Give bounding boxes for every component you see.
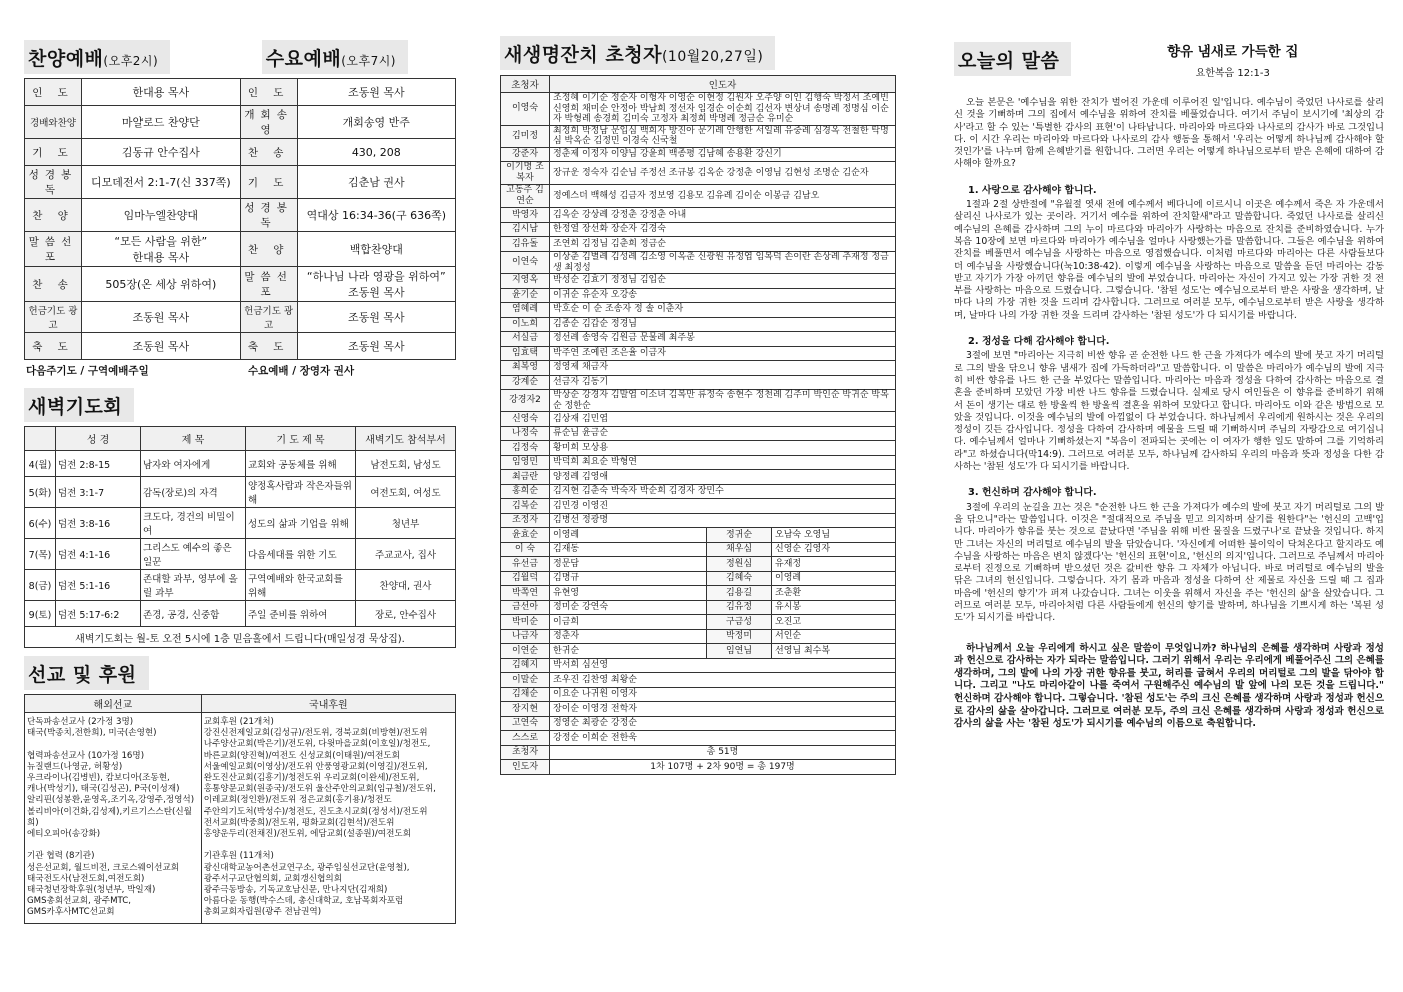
guest-names: 최정희 박정남 문입심 백희자 방진아 문기례 안행한 서일례 유중례 심경옥 전철한 탁명심 박옥순 김정민 이경숙 신국철 [550,125,896,147]
dawn-row [25,508,456,539]
inviter-name: 김정숙 [501,441,550,456]
guest-row [501,484,896,499]
guest-names: 조춘환 [772,586,896,601]
guest-names: 정영제 채금자 [550,361,896,376]
wednesday-item-label: 성경봉독 [240,199,297,232]
guest-row [501,162,896,185]
dawn-prayer-topic: 성도의 삶과 기업을 위해 [246,508,356,539]
dawn-dept: 청년부 [356,508,456,539]
sermon-point-3: 3. 헌신하며 감사해야 합니다. [968,487,1097,499]
guest-row [501,361,896,376]
sermon-body [954,97,1384,731]
guest-names: 김민경 이영진 [550,499,896,514]
inviter-name: 박쪽연 [501,586,550,601]
guest-row-split [501,600,896,615]
guest-names: 한귀순 [550,644,707,659]
wednesday-item-label: 인 도 [240,79,297,106]
dawn-header: 기 도 제 목 [246,427,356,451]
wednesday-item-value: 백합찬양대 [297,232,455,267]
inviter-name: 이기명 조복자 [501,162,550,185]
guest-names: 정예스더 백해성 김금자 정보영 김용모 김유례 김이순 이봉금 김남오 [550,185,896,208]
dawn-topic: 크도다, 경건의 비밀이여 [141,508,246,539]
guest-row [501,237,896,252]
inviter-name: 구금성 [707,615,772,630]
guest-row [501,455,896,470]
guest-row [501,251,896,273]
wednesday-item-label: 개회송영 [240,106,297,139]
dawn-day: 6(수) [25,508,56,539]
dawn-bible: 덤전 3:1-7 [56,477,141,508]
inviter-name: 박영자 [501,208,550,223]
inviter-name: 김유돌 [501,237,550,252]
guest-names: 정춘자 [550,629,707,644]
worship-row [25,232,456,267]
wednesday-worship-banner: 수요예배(오후7시) [262,40,408,74]
sunday-item-label: 축 도 [25,333,82,360]
inviter-name: 이연순 [501,644,550,659]
inviter-name: 김혜지 [501,658,550,673]
worship-column [24,40,456,924]
dawn-row [25,451,456,477]
guest-names: 강정순 이희순 전한욱 [550,731,896,746]
total-value: 총 51명 [550,745,896,760]
guest-names: 조연희 김정님 김춘희 정금순 [550,237,896,252]
total-value: 1차 107명 + 2차 90명 = 총 197명 [550,760,896,775]
guest-banner: 새생명잔치 초청자(10월20,27일) [500,36,775,70]
worship-row [25,333,456,360]
guest-names: 이영례 [772,571,896,586]
inviter-name: 임효택 [501,346,550,361]
guest-names: 이금희 [550,615,707,630]
sunday-item-value: 한대용 목사 [82,79,241,106]
inviter-name: 서실금 [501,332,550,347]
sermon-banner: 오늘의 말씀 [954,42,1071,76]
inviter-name: 강계순 [501,375,550,390]
dawn-note: 새벽기도회는 월-토 오전 5시에 1층 믿음홀에서 드립니다(매일성경 묵상집). [25,627,456,648]
guest-names: 조우진 김찬영 최왕순 [550,673,896,688]
guest-names: 이영례 [550,528,707,543]
guest-row [501,208,896,223]
guest-names: 선금자 김동기 [550,375,896,390]
guest-names: 류순님 윤금순 [550,426,896,441]
sunday-item-label: 찬 송 [25,267,82,302]
sermon-point-1-text: 1절과 2절 상반절에 "유월절 엿새 전에 예수께서 베다니에 이르시니 이곳은 예수께서 죽은 자 가운데서 살리신 나사로가 있는 곳이라. 거기서 예수를 위하여 잔치할새"라고 말씀합니다. 죽었던 나사로를 살리신 예수님의 은혜를 감사하며 그의 누이 마르다와 마리아가 사랑하는 마음으로 잔치를 준비하였습니다. 누가복음 10장에 보면 마르다와 마리아가 예수님을 얼마나 사랑했는가를 말씀합니다. 그들은 예수님을 위하여 잔치를 베풀면서 예수님을 사랑하는 마음으로 영접했습니다. 이처럼 마르다와 마리아는 다른 사람들보다 더 예수님을 사랑했습니다(눅10:38-42). 이렇게 예수님을 사랑하는 마음으로 말씀을 듣던 마리아는 감동받고 자기가 가장 아끼던 향유를 예수님의 발에 부었습니다. 마리아는 자신이 가지고 있는 가장 귀한 것 전부를 사랑하는 마음으로 드렸습니다. 그렇습니다. '참된 성도'는 예수님으로부터 받은 사랑을 생각하며, 날마다 나의 가장 귀한 것을 드리며 감사합니다. 그러므로 여러분 모두, 예수님으로부터 받은 사랑을 생각하며, 날마다 나의 가장 귀한 것을 드리며 감사하는 '참된 성도'가 다 되시기를 바랍니다. [954,199,1384,321]
sunday-sermon-title: “모든 사람을 위한” [114,235,208,248]
guest-row [501,716,896,731]
wednesday-item-value: 430, 208 [297,139,455,166]
guest-names: 김재동 [550,542,707,557]
guest-names: 유재정 [772,557,896,572]
inviter-name: 이영숙 [501,93,550,126]
dawn-day: 7(목) [25,539,56,570]
guest-row [501,303,896,318]
dawn-row [25,601,456,627]
dawn-bible: 덤전 3:8-16 [56,508,141,539]
inviter-name: 강경자2 [501,390,550,412]
wednesday-item-label: 축 도 [240,333,297,360]
inviter-name: 박미순 [501,615,550,630]
wednesday-sermon-title: “하나님 나라 영광을 위하여” [306,270,446,283]
guest-names: 박덕희 최요순 박형연 [550,455,896,470]
total-label: 인도자 [501,760,550,775]
inviter-name: 임연님 [707,644,772,659]
inviter-name: 김용길 [707,586,772,601]
inviter-name: 박정미 [707,629,772,644]
dawn-topic: 존대할 과부, 영부에 올릴 과부 [141,570,246,601]
sunday-item-label: 기 도 [25,139,82,166]
inviter-name: 지영옥 [501,274,550,289]
inviter-name: 나정숙 [501,426,550,441]
next-week-line: 다음주기도 / 구역예배주일 수요예배 / 장영자 권사 [26,365,355,377]
worship-row [25,79,456,106]
guest-names: 유시봉 [772,600,896,615]
dawn-dept: 장로, 안수집사 [356,601,456,627]
guest-names: 정춘제 이정자 이양님 강윤희 백종평 김남혜 송용환 강신기 [550,147,896,162]
guest-names: 김종순 김갑순 정경님 [550,317,896,332]
inviter-name: 정귀순 [707,528,772,543]
sunday-item-value: 김동규 안수집사 [82,139,241,166]
guest-row [501,317,896,332]
inviter-name: 임영민 [501,455,550,470]
guest-names: 김병선 정광명 [550,513,896,528]
guest-names: 김지현 김춘숙 박숙자 박순희 김경자 장민수 [550,484,896,499]
sunday-item-label: 성경봉독 [25,166,82,199]
dawn-prayer-table [24,426,456,648]
inviter-name: 조정자 [501,513,550,528]
guest-names: 서인순 [772,629,896,644]
sermon-intro: 오늘 본문은 '예수님을 위한 잔치가 벌어진 가운데 이루어진 일'입니다. 예수님이 죽었던 나사로를 살리신 것을 기뻐하며 그의 집에서 예수님을 위하여 잔치를 베풀었습니다. 여기서 주님이 보시기에 '최상의 감사'라고 할 수 있는 '특별한 감사의 표현'이 나타납니다. 마리아와 마르다와 나사로의 감사가 바로 그것입니다. 이 시간 우리는 마리아와 마르다와 나사로의 감사 행동을 통해서 '우리는 어떻게 하나님께 감사해야 할 것인가'를 나누며 함께 은혜받기를 원합니다. 그러면 우리는 어떻게 하나님으로부터 받은 은혜에 대하여 감사해야 할까요? [954,97,1384,170]
guest-row [501,426,896,441]
worship-row [25,302,456,333]
sunday-item-label: 말씀선포 [25,232,82,267]
worship-order-table [24,78,456,360]
guest-names: 박호순 이 순 조송자 정 솔 이춘자 [550,303,896,318]
inviter-name: 김월덕 [501,571,550,586]
dawn-topic: 남자와 여자에게 [141,451,246,477]
inviter-name: 김미정 [501,125,550,147]
dawn-header: 성 경 [56,427,141,451]
inviter-name: 윤효순 [501,528,550,543]
guest-names: 이상춘 김별례 김성례 김소영 이옥춘 신광원 유정엽 임복덕 손이란 손상례 추재정 정금생 최정성 [550,251,896,273]
overseas-list: 단독파송선교사 (2가정 3명) 태국(박종치,전한희), 미국(손영현) 협력파송선교사 (10가정 16명) 뉴질랜드(나영균, 허황성) 우크라이나(김병빈), 캄보디아(조동현, 캐나(박성기), 태국(김성곤), P국(이성재) 알리핀(성봉환,윤영옥,조기옥,강영주,정영석) 볼리비아(이건화,김성제),키르기스스탄(신월희) 에티오피아(송강화) 기관 협력 (8기관) 성은선교회, 월드비전, 크로스웨이선교회 태국전도사(남전도회,여전도회) 태국청년장학후원(청년부, 박일재) GMS총회선교회, 광주MTC, GMS카후사MTC선교회 [25,713,202,924]
guest-names: 김옥순 강상례 강정춘 강정춘 아내 [550,208,896,223]
guest-names: 김명규 [550,571,707,586]
worship-row [25,267,456,302]
dawn-dept: 여전도회, 여성도 [356,477,456,508]
inviter-name: 이노희 [501,317,550,332]
dawn-day: 4(월) [25,451,56,477]
wednesday-item-value: 조동원 목사 [297,333,455,360]
guest-row-split [501,571,896,586]
guest-total-row [501,745,896,760]
guest-row [501,185,896,208]
guest-names: 장규운 정숙자 김순님 주정선 조규봉 김옥순 강정춘 이영님 김현성 조명순 김순자 [550,162,896,185]
guest-row [501,332,896,347]
guest-row [501,412,896,427]
guest-row [501,731,896,746]
wednesday-item-label: 기 도 [240,166,297,199]
inviter-name: 염혜례 [501,303,550,318]
mission-table [24,694,456,924]
sermon-point-3-text: 3절에 우리의 눈길을 끄는 것은 "순전한 나드 한 근을 가져다가 예수의 발에 붓고 자기 머리털로 그의 발을 닦으니"라는 말씀입니다. 이것은 "절대적으로 주님을 믿고 의지하며 살기를 원한다"는 '헌신의 고백'입니다. 마리아가 향유를 붓는 것으로 끝났다면 '주님을 위해 비싼 물질을 드렸구나'로 끝났을 것입니다. 하지만 그녀는 자신의 머리털로 예수님의 발을 닦았습니다. '자신에게 어떠한 불이익이 닥쳐온다고 할지라도 예수님을 사랑하는 마음은 변치 않겠다'는 '헌신의 표현'이요, '헌신의 의지'입니다. 그러므로 주님께서 마리아로부터 진정으로 기뻐하며 받으셨던 것은 값비싼 향유 그 자체가 아닙니다. 바로 머리털로 예수님의 발을 닦은 그녀의 헌신입니다. 그렇습니다. 자기 몸과 마음과 정성을 다하여 산 제물로 자신을 드릴 때 그 집과 마음에 '헌신의 향기'가 퍼져 나갔습니다. 그녀는 이웃을 위해서 자신을 주는 '헌신의 삶'을 살았습니다. 그러므로 여러분 모두, 마리아처럼 다른 사람들에게 헌신의 향기를 발하며, 하나님을 기쁘시게 하는 '복된 성도'가 되시기를 바랍니다. [954,501,1384,624]
guest-names: 정영순 최광순 강정순 [550,716,896,731]
guest-row [501,390,896,412]
guest-names: 정미순 강연숙 [550,600,707,615]
inviter-name: 이연숙 [501,251,550,273]
dawn-prayer-topic: 주일 준비를 위하여 [246,601,356,627]
dawn-day: 8(금) [25,570,56,601]
guest-row [501,658,896,673]
guest-names: 박성순 김효기 정정님 김입순 [550,274,896,289]
inviter-name: 강준자 [501,147,550,162]
dawn-prayer-topic: 교회와 공동체를 위해 [246,451,356,477]
sermon-reference: 요한복음 12:1-3 [1195,68,1270,79]
inviter-name: 윤기순 [501,288,550,303]
guest-row [501,222,896,237]
guest-row [501,288,896,303]
inviter-name: 정원심 [707,557,772,572]
wednesday-item-label: 헌금기도 광 고 [240,302,297,333]
worship-row [25,106,456,139]
inviter-header: 초청자 [501,76,550,93]
dawn-prayer-topic: 다음세대를 위한 기도 [246,539,356,570]
dawn-bible: 덤전 2:8-15 [56,451,141,477]
inviter-name: 김혜숙 [707,571,772,586]
guest-row [501,499,896,514]
sunday-item-value: 임마누엘찬양대 [82,199,241,232]
inviter-name: 나금자 [501,629,550,644]
sermon-closing: 하나님께서 오늘 우리에게 하시고 싶은 말씀이 무엇입니까? 하나님의 은혜를 생각하며 사랑과 정성과 헌신으로 감사하는 자가 되라는 말씀입니다. 그러기 위해서 우리는 우리에게 베풀어주신 그의 은혜를 생각하며, 그의 발에 나의 가장 귀한 향유를 붓고, 허리를 굽혀서 우리의 머리털로 그의 발을 닦아야 합니다. 그리고 "나도 마리아같이 나를 죽여서 구원해주신 예수님의 발 앞에 나의 모든 것을 드립니다." 헌신하며 감사해야 합니다. 그렇습니다. '참된 성도'는 주의 크신 은혜를 생각하며 사랑과 정성과 헌신으로 감사의 삶을 살아갑니다. 그러므로 여러분 모두, 주의 크신 은혜를 생각하며 사랑과 정성과 헌신으로 감사의 삶을 사는 '참된 성도'가 되시기를 예수님의 이름으로 축원합니다. [954,642,1384,730]
dawn-dept: 주교교사, 집사 [356,539,456,570]
wednesday-item-label: 찬 송 [240,139,297,166]
worship-row [25,199,456,232]
guest-row-split [501,615,896,630]
guest-row-split [501,644,896,659]
guest-row [501,125,896,147]
domestic-list: 교회후원 (21개처) 강진신전제일교회(김성규)/전도위, 경북교회(비방현)/전도위 나주양산교회(박은기)/전도위, 다윗마을교회(이호일)/청전도, 바른교회(양진혁)/여전도 신성교회(이태원)/여전도회 서울예일교회(이영상)/전도위 안풍영광교회(이영길)/전도위, 완도진산교회(김흥기)/청전도위 우리교회(이완세)/전도위, 홍통양문교회(원종국)/전도위 울산주안의교회(임규철)/전도위, 이레교회(정인환)/전도위 정은교회(홍기용)/청전도 주안의기도처(박성수)/청전도, 진도초시교회(정성서)/전도위 전서교회(박중희)/전도위, 평화교회(김현석)/전도위 홍양운두리(전채진)/전도위, 에담교회(설종원)/여전도회 기관후원 (11개처) 광신대학교농어촌선교연구소, 광주임실선교단(윤영철), 광주서구교단협의회, 교회갱신협의회 광주극동방송, 기독교호남신문, 만나지단(김재희) 아름다운 동행(박수스데, 총신대학교, 호남목회자포럼 총회교회자립원(광주 전남권역) [201,713,455,924]
dawn-topic: 존경, 공경, 신중함 [141,601,246,627]
dawn-row [25,570,456,601]
guest-names: 조정혜 이기순 정순자 이형자 이영순 이현정 김원자 오주양 이인 김행숙 박정서 조예빈 신영희 채미순 안정아 박남희 정선자 임경순 이순희 김선자 변상녀 송명례 정명심 이순자 박형례 송경희 김미숙 고정자 최정희 박명례 정금순 유미순 [550,93,896,126]
sermon-column [954,40,1384,737]
wednesday-preacher: 조동원 목사 [347,286,405,299]
sunday-item-value: 조동원 목사 [82,333,241,360]
guest-names: 한정열 장선화 장순자 김경숙 [550,222,896,237]
dawn-dept: 남전도회, 남성도 [356,451,456,477]
guest-row [501,470,896,485]
dawn-prayer-banner: 새벽기도회 [24,388,134,422]
guest-row [501,375,896,390]
inviter-name: 김유정 [707,600,772,615]
guest-names: 김상재 김민엽 [550,412,896,427]
wednesday-item-value: 조동원 목사 [297,79,455,106]
guest-names: 오남숙 오영님 [772,528,896,543]
total-label: 초청자 [501,745,550,760]
inviter-name: 홍희순 [501,484,550,499]
dawn-prayer-topic: 구역예배와 한국교회를 위해 [246,570,356,601]
guest-row [501,513,896,528]
guest-row [501,93,896,126]
guest-row-split [501,557,896,572]
sunday-item-label: 찬 양 [25,199,82,232]
dawn-topic: 그리스도 예수의 좋은 일꾼 [141,539,246,570]
sunday-item-value: 마얄로드 찬양단 [82,106,241,139]
guest-names: 양정례 김영애 [550,470,896,485]
dawn-prayer-topic: 양정혹사람과 작은자들위해 [246,477,356,508]
guest-row-split [501,586,896,601]
guest-names: 이요순 나귀원 이영자 [550,687,896,702]
wednesday-item-value: 개회송영 반주 [297,106,455,139]
guest-row [501,687,896,702]
guest-names: 오진고 [772,615,896,630]
sunday-item-value: 조동원 목사 [82,302,241,333]
inviter-name: 이말순 [501,673,550,688]
wednesday-item-value [297,267,455,302]
sunday-item-label: 인 도 [25,79,82,106]
guest-names: 황미희 모상용 [550,441,896,456]
inviter-name: 금선아 [501,600,550,615]
inviter-name: 김채순 [501,687,550,702]
sunday-worship-banner: 찬양예배(오후2시) [24,40,170,74]
wednesday-item-value: 역대상 16:34-36(구 636쪽) [297,199,455,232]
guest-names: 유현영 [550,586,707,601]
sunday-preacher: 한대용 목사 [132,251,190,264]
guest-row [501,346,896,361]
worship-row [25,166,456,199]
dawn-day: 9(토) [25,601,56,627]
inviter-name: 고연숙 [501,716,550,731]
guest-row [501,702,896,717]
guest-names: 박서희 심선영 [550,658,896,673]
inviter-name: 이 숙 [501,542,550,557]
dawn-header: 제 목 [141,427,246,451]
dawn-bible: 덤전 5:1-16 [56,570,141,601]
dawn-header: 새벽기도 참석부서 [356,427,456,451]
guest-column [500,36,896,775]
guest-names: 이귀순 유순자 오강송 [550,288,896,303]
domestic-header: 국내후원 [201,695,455,713]
inviter-name: 최금란 [501,470,550,485]
sermon-title: 향유 냄새로 가득한 집 [1166,44,1299,60]
guest-names: 선영님 최수복 [772,644,896,659]
sunday-item-label: 경배와찬양 [25,106,82,139]
guest-row-split [501,542,896,557]
guest-row [501,274,896,289]
overseas-header: 해외선교 [25,695,202,713]
inviter-name: 고동주 김연순 [501,185,550,208]
wednesday-item-value: 김춘남 권사 [297,166,455,199]
worship-row [25,139,456,166]
wednesday-item-label: 말씀선포 [240,267,297,302]
dawn-dept: 찬양대, 권사 [356,570,456,601]
inviter-name: 최복영 [501,361,550,376]
guest-names: 정선례 송영숙 김원금 문물례 최주봉 [550,332,896,347]
day-header [25,427,56,451]
guest-row-split [501,629,896,644]
sermon-point-2-text: 3절에 보면 "마리아는 지극히 비싼 향유 곧 순전한 나드 한 근을 가져다가 예수의 발에 붓고 자기 머리털로 그의 발을 닦으니 향유 냄새가 집에 가득하더라"고 말씀합니다. 이 말씀은 마리아가 예수님의 발에 지극히 비싼 향유를 나드 한 근을 부었다는 말씀입니다. 마리아는 마음과 정성을 다하여 감사하는 마음으로 결혼을 준비하며 모았던 가장 비싼 나드 향유를 드렸습니다. 실제로 당시 여인들은 이 향유를 준비하기 위해서 돈이 생기는 대로 한 방울씩 한 방울씩 결혼을 위하여 모았다고 합니다. 마리아도 이와 같은 방법으로 모았을 것입니다. 이것을 예수님의 발에 아낌없이 다 부었습니다. 하나님께서 우리에게 원하시는 것은 우리의 정성이 깃든 감사입니다. 정성을 다하여 감사하며 예물을 드릴 때 기뻐하시며 주님의 자랑감으로 여기십니다. 예수님께서 얼마나 기뻐하셨는지 "복음이 전파되는 곳에는 이 여자가 행한 일도 말하여 그를 기억하리라"고 하셨습니다(막14:9). 그러므로 여러분 모두, 하나님께 감사하되 우리의 마음과 뜻과 정성을 다한 감사하는 '참된 성도'가 다 되시기를 바랍니다. [954,350,1384,473]
inviter-name: 신영숙 [501,412,550,427]
mission-banner: 선교 및 후원 [24,656,149,690]
inviter-name: 유선금 [501,557,550,572]
guest-names: 정문담 [550,557,707,572]
sermon-point-1: 1. 사랑으로 감사해야 합니다. [968,184,1097,196]
guest-names: 박주연 조예린 조은율 이금자 [550,346,896,361]
guest-row [501,147,896,162]
dawn-bible: 덤전 4:1-16 [56,539,141,570]
guest-row [501,673,896,688]
dawn-row [25,539,456,570]
dawn-bible: 덤전 5:17-6:2 [56,601,141,627]
sunday-item-label: 헌금기도 광 고 [25,302,82,333]
inviter-name: 김시남 [501,222,550,237]
guest-names: 박상순 강경자 김말엽 이소녀 김복만 류정숙 송현수 정천례 김주미 박인순 박귀순 박복순 정한순 [550,390,896,412]
sunday-item-value [82,232,241,267]
sunday-item-value: 디모데전서 2:1-7(신 337쪽) [82,166,241,199]
guest-table [500,75,896,775]
dawn-topic: 감독(장로)의 자격 [141,477,246,508]
guest-header: 인도자 [550,76,896,93]
inviter-name: 장지현 [501,702,550,717]
guest-total-row [501,760,896,775]
guest-row-split [501,528,896,543]
inviter-name: 김복순 [501,499,550,514]
sunday-item-value: 505장(온 세상 위하여) [82,267,241,302]
inviter-name: 채우심 [707,542,772,557]
wednesday-item-value: 조동원 목사 [297,302,455,333]
guest-names: 신영순 김영자 [772,542,896,557]
dawn-row [25,477,456,508]
dawn-day: 5(화) [25,477,56,508]
inviter-name: 스스로 [501,731,550,746]
sermon-point-2: 2. 정성을 다해 감사해야 합니다. [968,336,1110,348]
guest-names: 장이순 이영경 전학자 [550,702,896,717]
wednesday-item-label: 찬 양 [240,232,297,267]
guest-row [501,441,896,456]
